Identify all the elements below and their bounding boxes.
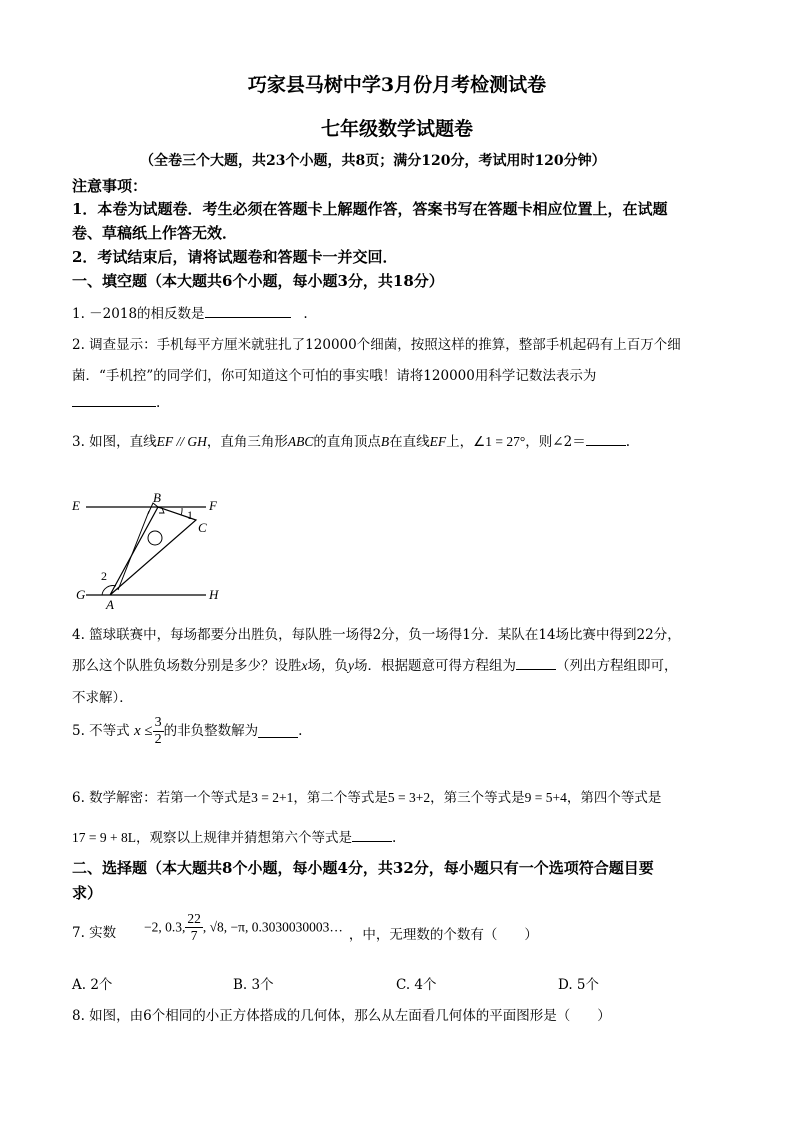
- question-1: [72, 302, 308, 322]
- option-c[interactable]: C. 4个: [396, 977, 437, 993]
- fraction-denominator: 2: [154, 732, 162, 747]
- fraction-numerator: 22: [187, 911, 201, 926]
- question-4-line-2: [72, 654, 678, 674]
- answer-blank-1[interactable]: [205, 305, 291, 318]
- question-6-line-1: [72, 786, 661, 806]
- question-4-line-1: 4. 篮球联赛中，每场都要分出胜负，每队胜一场得2分，负一场得1分．某队在14场比赛中得到22分，: [72, 627, 681, 643]
- question-1-text: 1. －2018的相反数是: [72, 306, 205, 322]
- equation-3: 9 = 5+4: [524, 790, 567, 805]
- equation-1: 3 = 2+1: [251, 790, 294, 805]
- math-y: y: [348, 658, 354, 673]
- label-b: B: [153, 490, 161, 505]
- question-7-part-2: ，中，无理数的个数有（ ）: [348, 926, 538, 943]
- option-d[interactable]: D. 5个: [558, 977, 600, 993]
- option-b[interactable]: B. 3个: [233, 977, 274, 993]
- question-4-line-3: 不求解）．: [72, 690, 133, 706]
- angle-1-arc: [181, 508, 182, 515]
- label-angle-2: 2: [101, 569, 107, 583]
- question-6-part-5: ，观察以上规律并猜想第六个等式是: [135, 830, 352, 846]
- question-2-answer: [72, 394, 160, 411]
- question-3-part-1: 3. 如图，直线: [72, 434, 157, 450]
- notice-item-1-line-1: 1．本卷为试题卷．考生必须在答题卡上解题作答，答案书写在答题卡相应位置上，在试题: [72, 200, 668, 218]
- exam-info: （全卷三个大题，共23个小题，共8页；满分120分，考试用时120分钟）: [140, 153, 606, 169]
- label-angle-1: 1: [187, 508, 193, 522]
- question-3-part-6: ，则∠2＝: [525, 434, 586, 450]
- math-angle-1: ∠1 = 27°: [473, 434, 526, 449]
- triangle-inner-line: [118, 511, 149, 590]
- label-f: F: [209, 498, 217, 513]
- number-list-part-1: −2, 0.3,: [144, 919, 186, 935]
- question-2-line-2: 菌．“手机控”的同学们，你可知道这个可怕的事实哦！请将120000用科学记数法表示为: [72, 368, 597, 384]
- math-b: B: [380, 434, 390, 449]
- question-6-end: .: [391, 830, 397, 846]
- question-7: [72, 912, 538, 942]
- answer-blank-3[interactable]: [586, 433, 626, 446]
- question-6-part-2: ，第二个等式是: [293, 790, 388, 806]
- equation-2: 5 = 3+2: [387, 790, 431, 805]
- label-e: E: [72, 498, 80, 513]
- triangle-abc: [110, 507, 196, 595]
- answer-blank-2[interactable]: [72, 394, 156, 407]
- fraction-22-7: [185, 912, 203, 942]
- answer-blank-6[interactable]: [352, 829, 392, 842]
- section-2-heading-line-1: 二、选择题（本大题共8个小题，每小题4分，共32分，每小题只有一个选项符合题目要: [72, 859, 654, 877]
- question-3-part-4: 在直线: [389, 434, 430, 450]
- label-g: G: [76, 587, 86, 602]
- question-6-line-2: [72, 826, 396, 846]
- label-a: A: [106, 597, 114, 612]
- question-7-part-1: 7. 实数: [72, 924, 117, 941]
- question-6-part-3: ，第三个等式是: [430, 790, 525, 806]
- question-2-line-1: 2. 调查显示：手机每平方厘米就驻扎了120000个细菌，按照这样的推算，整部手机起码有上百万个细: [72, 337, 681, 353]
- math-ef: EF: [429, 434, 447, 449]
- geometry-figure: [66, 488, 236, 613]
- answer-blank-5[interactable]: [258, 725, 298, 738]
- number-list-part-2: , √8, −π, 0.3030030003…: [202, 919, 343, 935]
- question-2-end: .: [156, 395, 161, 411]
- notice-item-2: 2．考试结束后，请将试题卷和答题卡一并交回．: [72, 248, 398, 266]
- math-x: x: [301, 658, 308, 673]
- question-8: 8. 如图，由6个相同的小正方体搭成的几何体，那么从左面看几何体的平面图形是（ ）: [72, 1008, 611, 1024]
- answer-blank-4[interactable]: [516, 657, 556, 670]
- question-4-part-1: 那么这个队胜负场数分别是多少？设胜: [72, 658, 302, 674]
- question-4-part-4: （列出方程组即可，: [556, 658, 678, 674]
- question-5-end: .: [298, 722, 303, 739]
- question-3-part-5: 上，: [446, 434, 474, 450]
- section-1-heading: 一、填空题（本大题共6个小题，每小题3分，共18分）: [72, 272, 444, 290]
- question-5-part-1: 5. 不等式: [72, 722, 130, 739]
- question-4-part-3: 场．根据题意可得方程组为: [354, 658, 516, 674]
- question-3-end: .: [625, 434, 630, 450]
- question-3-part-3: 的直角顶点: [313, 434, 381, 450]
- equation-4: 17 = 9 + 8L: [72, 830, 136, 845]
- math-ef-parallel-gh: EF // GH: [156, 434, 207, 449]
- fraction-numerator: 3: [154, 715, 162, 730]
- exam-subtitle: 七年级数学试题卷: [320, 118, 473, 140]
- question-5: [72, 716, 302, 747]
- option-a[interactable]: A. 2个: [72, 977, 113, 993]
- fraction-denominator: 7: [190, 927, 198, 943]
- math-x-le: x ≤: [134, 723, 153, 739]
- question-6-part-1: 6. 数学解密：若第一个等式是: [72, 790, 252, 806]
- question-5-part-2: 的非负整数解为: [163, 722, 259, 739]
- notice-item-1-line-2: 卷、草稿纸上作答无效．: [72, 224, 238, 242]
- exam-title: 巧家县马树中学3月份月考检测试卷: [247, 74, 547, 96]
- question-3-part-2: ，直角三角形: [206, 434, 288, 450]
- question-4-part-2: 场，负: [307, 658, 348, 674]
- math-abc: ABC: [287, 434, 314, 449]
- question-3: [72, 430, 630, 450]
- label-h: H: [209, 587, 219, 602]
- question-1-end: .: [303, 306, 308, 322]
- section-2-heading-line-2: 求）: [72, 884, 103, 902]
- triangle-hole: [148, 531, 162, 545]
- question-6-part-4: ，第四个等式是: [566, 790, 662, 806]
- notice-heading: 注意事项：: [72, 177, 148, 195]
- fraction-three-halves: [153, 716, 164, 747]
- label-c: C: [198, 520, 207, 535]
